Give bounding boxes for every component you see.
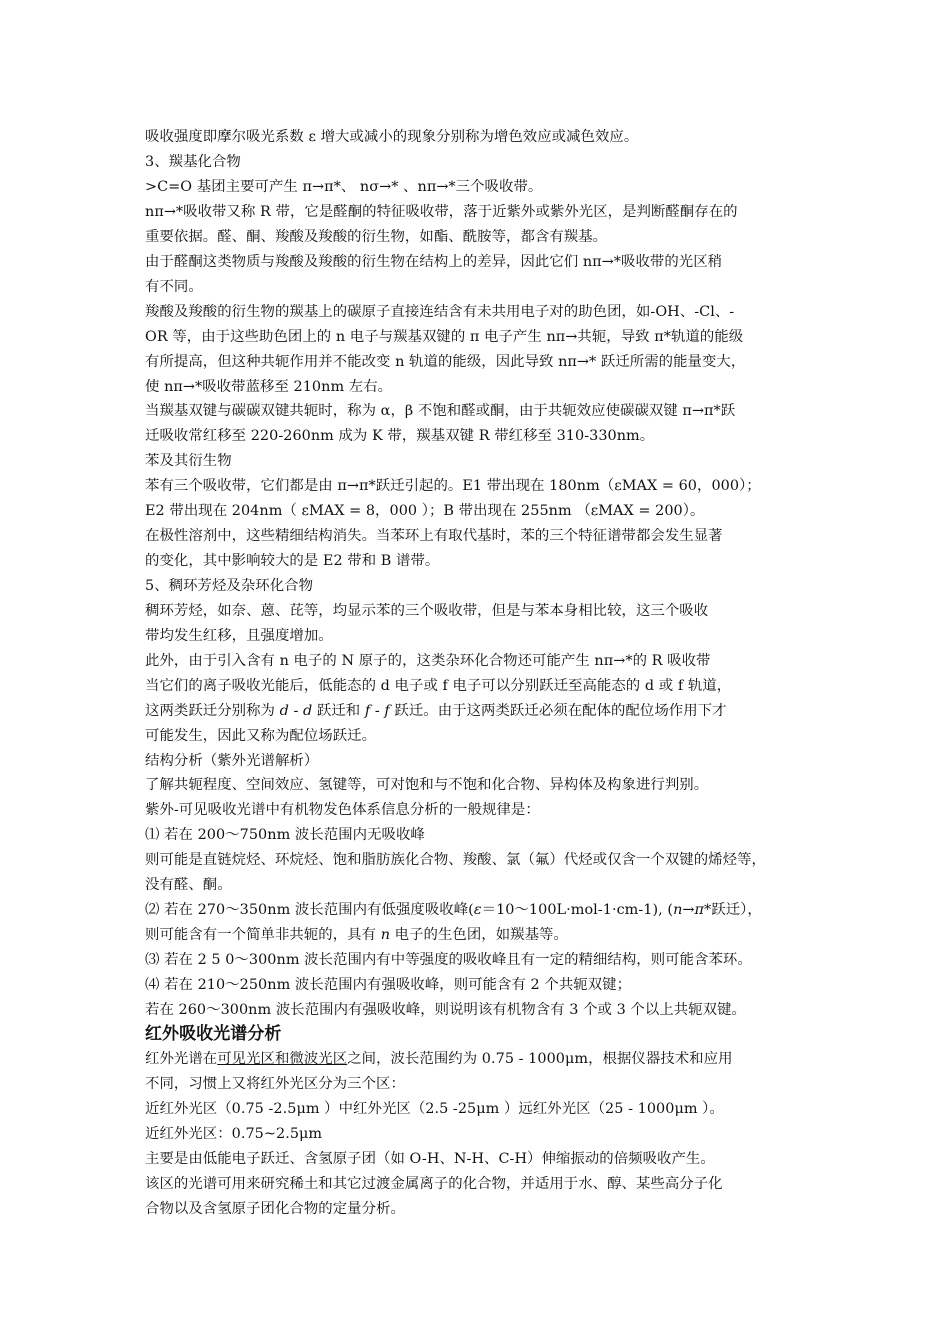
text-line — [145, 701, 727, 721]
italic-term: f - f — [364, 703, 390, 719]
text-line: 此外，由于引入含有 n 电子的 N 原子的，这类杂环化合物还可能产生 nπ→*的 R 吸收带 — [145, 653, 711, 669]
underlined-term: 可见光区和微波光区 — [217, 1051, 348, 1067]
text-line: 主要是由低能电子跃迁、含氢原子团（如 O-H、N-H、C-H）伸缩振动的倍频吸收产生。 — [145, 1151, 715, 1167]
text-line: 迁吸收常红移至 220-260nm 成为 K 带，羰基双键 R 带红移至 310-330nm。 — [145, 428, 655, 444]
text-run: 这两类跃迁分别称为 — [145, 703, 280, 719]
text-line: 由于醛酮这类物质与羧酸及羧酸的衍生物在结构上的差异，因此它们 nπ→*吸收带的光区稍 — [145, 254, 723, 270]
text-run: *跃迁）， — [704, 902, 762, 918]
italic-term: π — [694, 902, 705, 918]
list-item-4: ⑷ 若在 210～250nm 波长范围内有强吸收峰，则可能含有 2 个共轭双键； — [145, 977, 632, 993]
text-line: 有不同。 — [145, 279, 203, 295]
text-line — [145, 925, 568, 945]
text-line: 带均发生红移，且强度增加。 — [145, 628, 333, 644]
text-line: 紫外-可见吸收光谱中有机物发色体系信息分析的一般规律是： — [145, 802, 540, 818]
text-run: 则可能含有一个简单非共轭的，具有 — [145, 927, 381, 943]
text-run: 红外光谱在 — [145, 1051, 218, 1067]
section-heading-infrared: 红外吸收光谱分析 — [145, 1024, 282, 1044]
italic-term: ε — [473, 902, 482, 918]
text-line: 当羰基双键与碳碳双键共轭时，称为 α，β 不饱和醛或酮，由于共轭效应使碳碳双键 π→π*跃 — [145, 403, 736, 419]
list-item-1: ⑴ 若在 200～750nm 波长范围内无吸收峰 — [145, 827, 425, 843]
section-heading-structure-analysis: 结构分析（紫外光谱解析） — [145, 753, 319, 769]
italic-term: n — [673, 902, 683, 918]
text-line: 在极性溶剂中，这些精细结构消失。当苯环上有取代基时，苯的三个特征谱带都会发生显著 — [145, 528, 723, 544]
text-line: 则可能是直链烷烃、环烷烃、饱和脂肪族化合物、羧酸、氯（氟）代烃或仅含一个双键的烯烃等， — [145, 852, 766, 868]
text-run: 之间，波长范围约为 0.75 - 1000μm，根据仪器技术和应用 — [347, 1051, 733, 1067]
text-line: E2 带出现在 204nm（ εMAX = 8，000 ）；B 带出现在 255nm （εMAX = 200）。 — [145, 503, 705, 519]
section-heading-benzene: 苯及其衍生物 — [145, 453, 232, 469]
text-line: 没有醛、酮。 — [145, 877, 232, 893]
text-line: 不同，习惯上又将红外光区分为三个区： — [145, 1076, 405, 1092]
text-run: ＝10～100L·mol-1·cm-1), ( — [481, 902, 674, 918]
text-line: 有所提高，但这种共轭作用并不能改变 n 轨道的能级，因此导致 nπ→* 跃迁所需的能量变大， — [145, 354, 746, 370]
text-line: 合物以及含氢原子团化合物的定量分析。 — [145, 1201, 405, 1217]
text-run: 跃迁。由于这两类跃迁必须在配体的配位场作用下才 — [389, 703, 727, 719]
italic-term: n — [380, 927, 391, 943]
text-line: 了解共轭程度、空间效应、氢键等，可对饱和与不饱和化合物、异构体及构象进行判别。 — [145, 777, 709, 793]
text-run: 跃迁和 — [312, 703, 365, 719]
text-run: 电子的生色团，如羰基等。 — [390, 927, 568, 943]
text-line: 苯有三个吸收带，它们都是由 π→π*跃迁引起的。E1 带出现在 180nm（εMAX = 60，000）； — [145, 478, 761, 494]
text-line: 羧酸及羧酸的衍生物的羰基上的碳原子直接连结含有未共用电子对的助色团，如-OH、-Cl、- — [145, 304, 735, 320]
list-item-2 — [145, 900, 762, 920]
text-line — [145, 1049, 733, 1069]
section-heading-carbonyl: 3、羰基化合物 — [145, 154, 241, 170]
text-line: OR 等，由于这些助色团上的 n 电子与羰基双键的 π 电子产生 nπ→共轭，导致 π*轨道的能级 — [145, 329, 744, 345]
section-heading-fused-rings: 5、稠环芳烃及杂环化合物 — [145, 578, 314, 594]
text-run: ⑵ 若在 270～350nm 波长范围内有低强度吸收峰( — [145, 902, 474, 918]
text-line: 当它们的离子吸收光能后，低能态的 d 电子或 f 电子可以分别跃迁至高能态的 d 或 f 轨道， — [145, 678, 732, 694]
text-line: 的变化，其中影响较大的是 E2 带和 B 谱带。 — [145, 553, 440, 569]
text-line: 吸收强度即摩尔吸光系数 ε 增大或减小的现象分别称为增色效应或减色效应。 — [145, 129, 639, 145]
italic-term: d - d — [279, 703, 313, 719]
text-line: >C=O 基团主要可产生 π→π*、 nσ→* 、nπ→*三个吸收带。 — [145, 179, 543, 195]
text-line: 若在 260～300nm 波长范围内有强吸收峰，则说明该有机物含有 3 个或 3 个以上共轭双键。 — [145, 1002, 746, 1018]
text-line: 使 nπ→*吸收带蓝移至 210nm 左右。 — [145, 379, 393, 395]
text-run: → — [682, 902, 695, 918]
list-item-3: ⑶ 若在 2 5 0～300nm 波长范围内有中等强度的吸收峰且有一定的精细结构，则可能含苯环。 — [145, 952, 752, 968]
text-line: nπ→*吸收带又称 R 带，它是醛酮的特征吸收带，落于近紫外或紫外光区，是判断醛酮存在的 — [145, 204, 738, 220]
text-line: 近红外光区（0.75 -2.5μm ）中红外光区（2.5 -25μm ）远红外光区（25 - 1000μm ）。 — [145, 1101, 724, 1117]
text-line: 稠环芳烃，如奈、蒽、芘等，均显示苯的三个吸收带，但是与苯本身相比较，这三个吸收 — [145, 603, 709, 619]
text-line: 可能发生，因此又称为配位场跃迁。 — [145, 728, 377, 744]
text-line: 该区的光谱可用来研究稀土和其它过渡金属离子的化合物，并适用于水、醇、某些高分子化 — [145, 1176, 723, 1192]
text-line: 重要依据。醛、酮、羧酸及羧酸的衍生物，如酯、酰胺等，都含有羰基。 — [145, 229, 608, 245]
text-line: 近红外光区：0.75~2.5μm — [145, 1126, 323, 1142]
